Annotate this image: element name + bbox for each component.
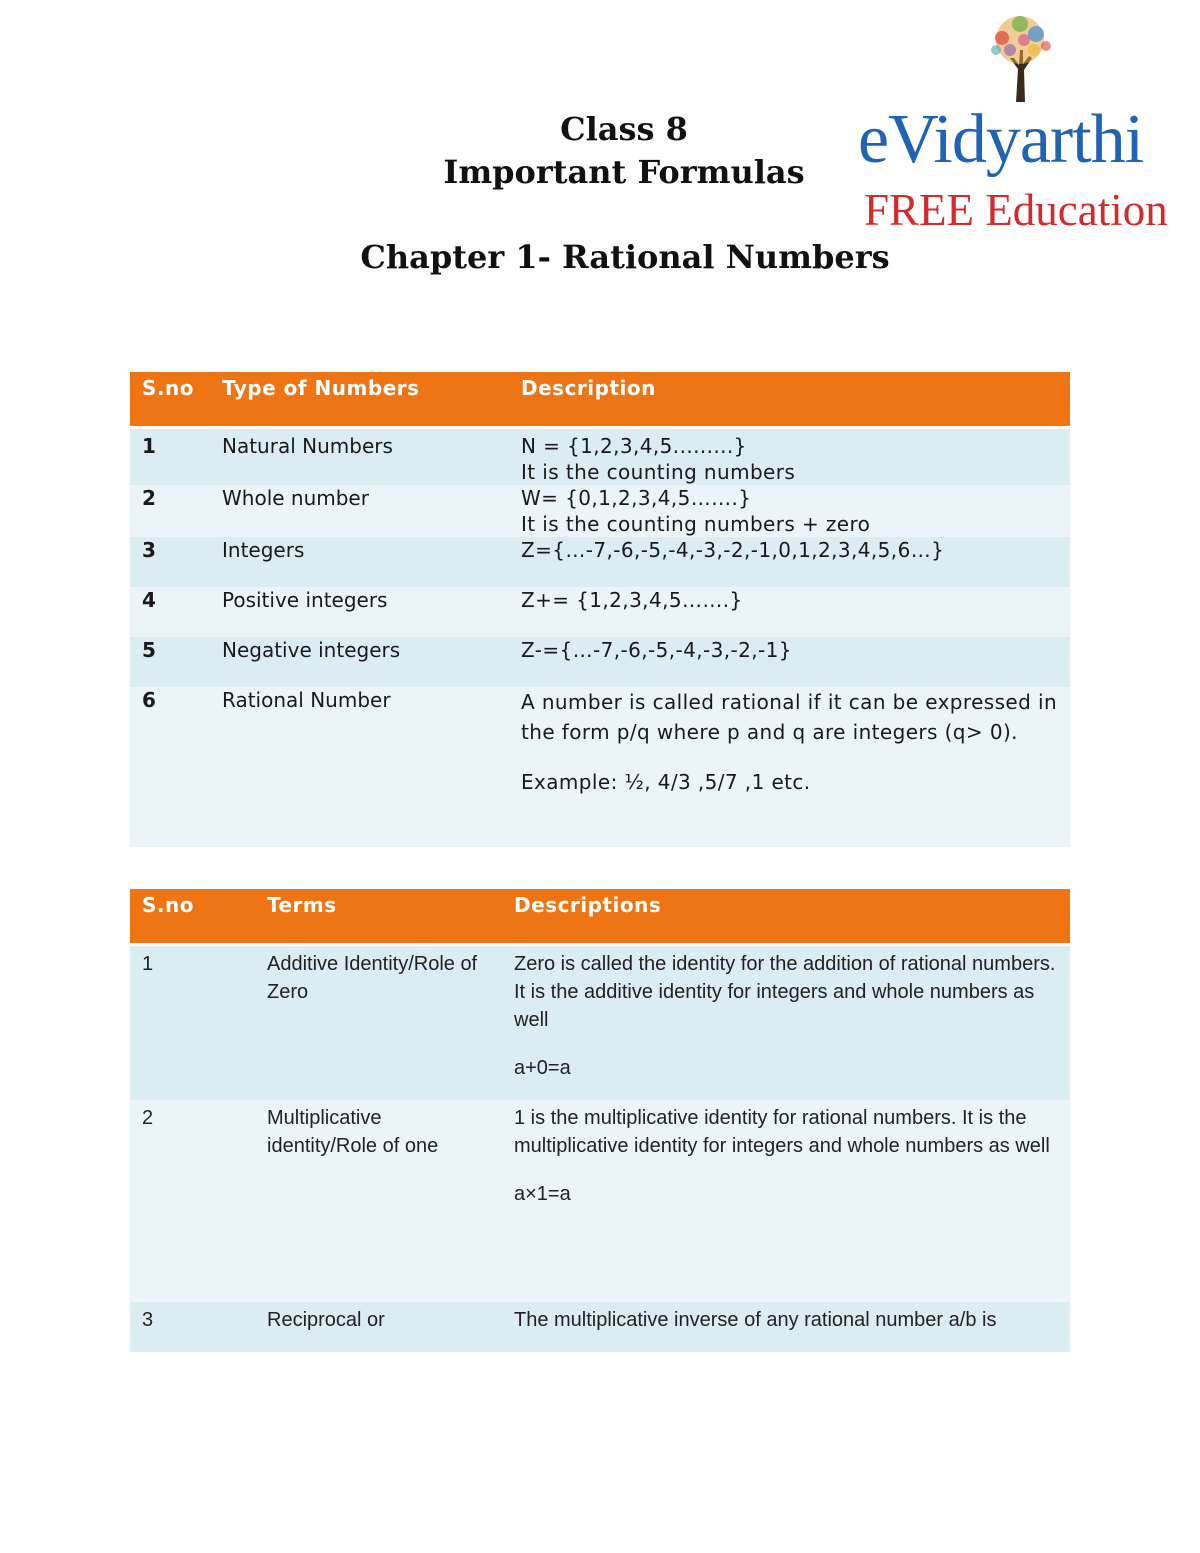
- number-type: Rational Number: [210, 687, 509, 847]
- table-row: [130, 485, 1070, 537]
- table-row: [130, 587, 1070, 637]
- description: [509, 687, 1070, 847]
- description-text: Zero is called the identity for the addition of rational numbers. It is the additive identity for integers and whole numbers as well: [514, 953, 1056, 1031]
- table-row: [130, 1302, 1070, 1352]
- column-header: S.no: [130, 372, 210, 428]
- description-text: The multiplicative inverse of any rational number a/b is: [502, 1302, 1070, 1352]
- table-row: [130, 1100, 1070, 1302]
- description-formula: Z={…-7,-6,-5,-4,-3,-2,-1,0,1,2,3,4,5,6…}: [509, 537, 1070, 587]
- term: Additive Identity/Role of Zero: [255, 945, 502, 1100]
- description-formula: Z+= {1,2,3,4,5…….}: [509, 587, 1070, 637]
- number-type: Whole number: [210, 485, 509, 537]
- column-header: S.no: [130, 889, 255, 945]
- row-number: 1: [130, 428, 210, 486]
- description-formula: W= {0,1,2,3,4,5…….}: [521, 486, 752, 510]
- column-header: Type of Numbers: [210, 372, 509, 428]
- logo-tagline: FREE Education: [864, 185, 1168, 235]
- number-type: Positive integers: [210, 587, 509, 637]
- table-row: [130, 537, 1070, 587]
- description: [502, 945, 1070, 1100]
- row-number: 3: [130, 1302, 255, 1352]
- description-formula: N = {1,2,3,4,5.........}: [521, 434, 747, 458]
- description: [502, 1100, 1070, 1302]
- row-number: 4: [130, 587, 210, 637]
- number-types-table: [130, 372, 1070, 847]
- table-header-row: [130, 372, 1070, 428]
- chapter-title: Chapter 1- Rational Numbers: [360, 238, 890, 276]
- term: Multiplicative identity/Role of one: [255, 1100, 502, 1302]
- evidyarthi-logo: [858, 14, 1180, 235]
- row-number: 2: [130, 1100, 255, 1302]
- description-formula: a+0=a: [514, 1057, 571, 1079]
- row-number: 3: [130, 537, 210, 587]
- description-formula: Z-={…-7,-6,-5,-4,-3,-2,-1}: [509, 637, 1070, 687]
- table-header-row: [130, 889, 1070, 945]
- number-type: Integers: [210, 537, 509, 587]
- table-row: [130, 687, 1070, 847]
- description-example: Example: ½, 4/3 ,5/7 ,1 etc.: [521, 770, 811, 794]
- description: [509, 428, 1070, 486]
- row-number: 1: [130, 945, 255, 1100]
- row-number: 5: [130, 637, 210, 687]
- column-header: Descriptions: [502, 889, 1070, 945]
- description-text: It is the counting numbers + zero: [521, 512, 871, 536]
- table-row: [130, 637, 1070, 687]
- term: Reciprocal or: [255, 1302, 502, 1352]
- description: [509, 485, 1070, 537]
- description-text: A number is called rational if it can be expressed in the form p/q where p and q are integers (q> 0).: [521, 690, 1058, 744]
- row-number: 6: [130, 687, 210, 847]
- row-number: 2: [130, 485, 210, 537]
- column-header: Description: [509, 372, 1070, 428]
- table-row: [130, 428, 1070, 486]
- tree-logo-icon: [980, 14, 1060, 104]
- column-header: Terms: [255, 889, 502, 945]
- description-text: 1 is the multiplicative identity for rational numbers. It is the multiplicative identity for integers and whole numbers as well: [514, 1106, 1050, 1157]
- logo-brand: eVidyarthi: [858, 101, 1144, 178]
- number-type: Negative integers: [210, 637, 509, 687]
- page-subtitle: Important Formulas: [443, 153, 805, 191]
- table-row: [130, 945, 1070, 1100]
- terms-table: [130, 889, 1070, 1352]
- description-text: It is the counting numbers: [521, 460, 796, 484]
- description-formula: a×1=a: [514, 1182, 571, 1205]
- number-type: Natural Numbers: [210, 428, 509, 486]
- class-title: Class 8: [560, 110, 688, 148]
